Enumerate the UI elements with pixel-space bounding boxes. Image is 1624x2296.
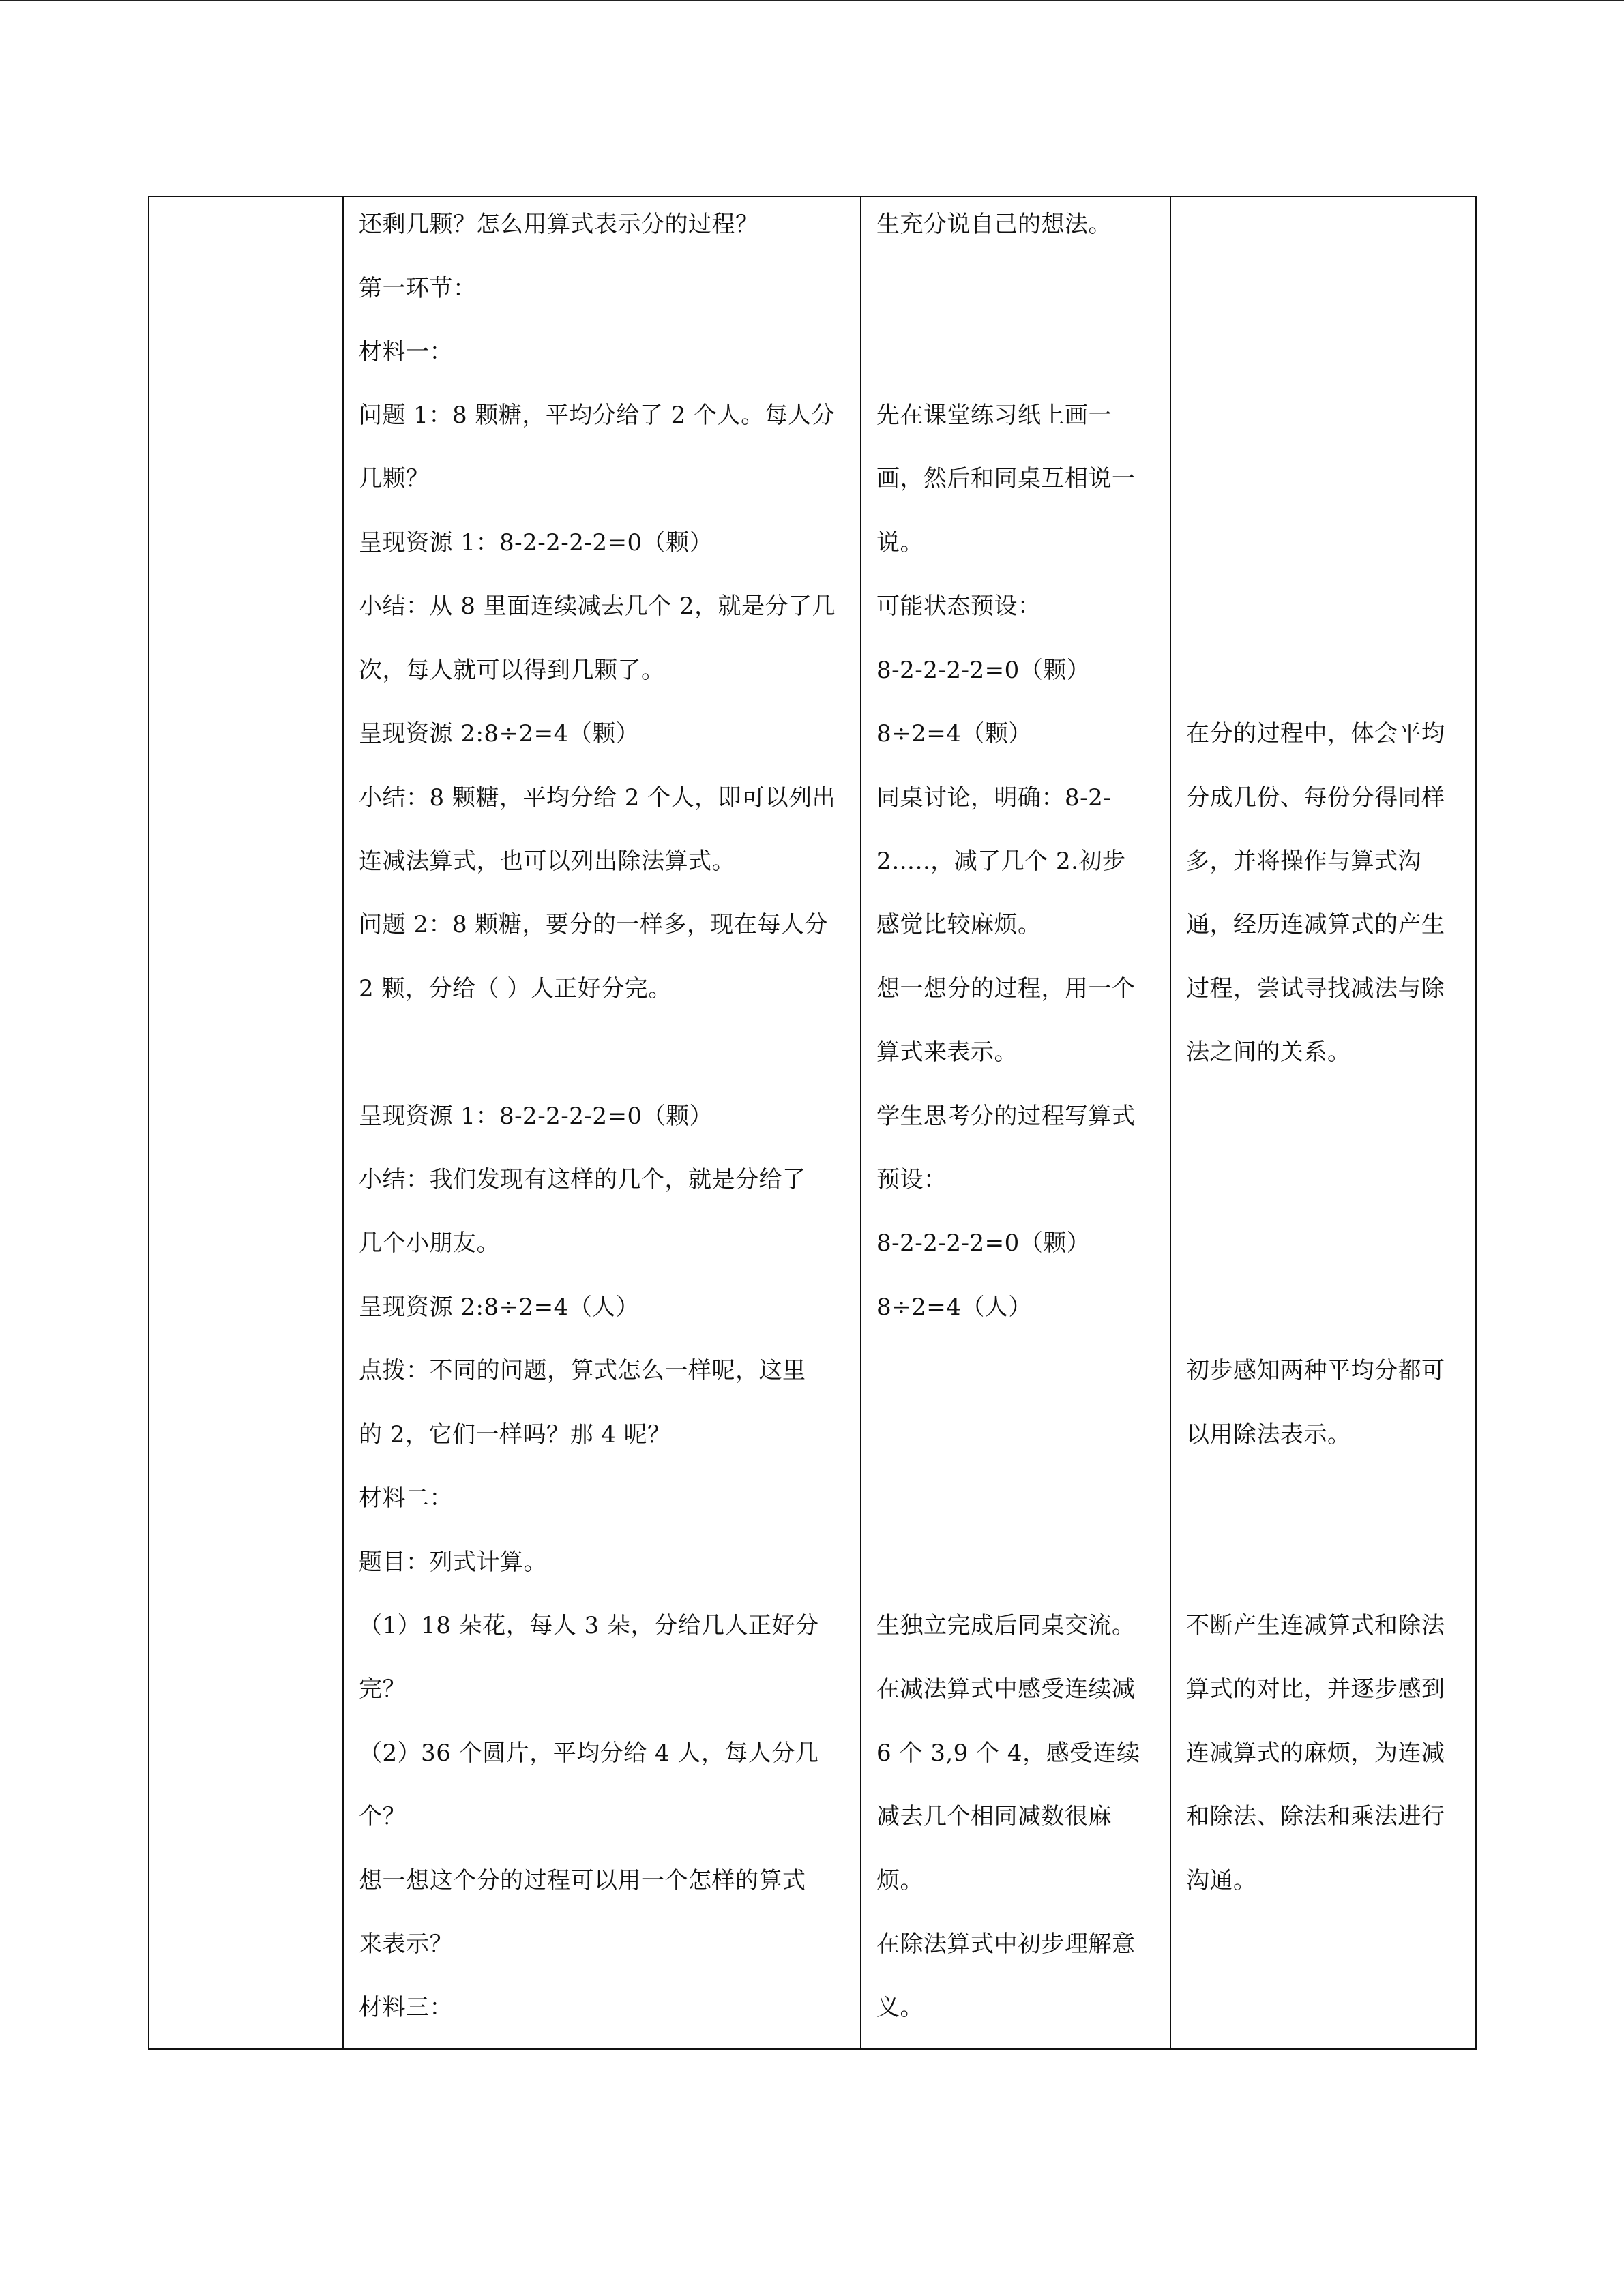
intent-line: 算式的对比，并逐步感到 bbox=[1186, 1675, 1445, 1703]
intent-line: 在分的过程中，体会平均 bbox=[1186, 720, 1445, 747]
teaching-line: 材料三： bbox=[359, 1994, 453, 2021]
student-line: 烦。 bbox=[876, 1867, 924, 1894]
student-line: 在减法算式中感受连续减 bbox=[876, 1675, 1136, 1703]
teaching-line: 材料二： bbox=[359, 1485, 453, 1512]
student-line: 8÷2=4（颗） bbox=[876, 720, 1032, 747]
page-top-border bbox=[0, 0, 1624, 1]
teaching-activity-cell bbox=[343, 196, 861, 2049]
teaching-line: 呈现资源 2:8÷2=4（颗） bbox=[359, 720, 640, 747]
student-line: 算式来表示。 bbox=[876, 1039, 1018, 1066]
student-line: 先在课堂练习纸上画一 bbox=[876, 402, 1112, 429]
student-line: 2…..，减了几个 2.初步 bbox=[876, 848, 1126, 875]
student-line: 8÷2=4（人） bbox=[876, 1294, 1032, 1321]
student-line: 说。 bbox=[876, 529, 924, 556]
teaching-line: 连减法算式，也可以列出除法算式。 bbox=[359, 848, 735, 875]
teaching-line: 来表示？ bbox=[359, 1930, 453, 1958]
teaching-line: （1）18 朵花，每人 3 朵，分给几人正好分 bbox=[359, 1612, 819, 1639]
teaching-line: 点拨：不同的问题，算式怎么一样呢，这里 bbox=[359, 1357, 806, 1384]
teaching-line: 问题 1：8 颗糖，平均分给了 2 个人。每人分 bbox=[359, 402, 836, 429]
student-line: 生充分说自己的想法。 bbox=[876, 211, 1112, 238]
teaching-line: 呈现资源 1：8-2-2-2-2=0（颗） bbox=[359, 1103, 713, 1130]
teaching-line: 还剩几颗？怎么用算式表示分的过程？ bbox=[359, 211, 759, 238]
teaching-line: 问题 2：8 颗糖，要分的一样多，现在每人分 bbox=[359, 911, 828, 938]
student-line: 减去几个相同减数很麻 bbox=[876, 1803, 1112, 1830]
teaching-line: 几颗？ bbox=[359, 465, 430, 492]
intent-line: 以用除法表示。 bbox=[1186, 1421, 1351, 1448]
student-line: 同桌讨论，明确：8-2- bbox=[876, 784, 1112, 811]
intent-line: 通，经历连减算式的产生 bbox=[1186, 911, 1445, 938]
stage-cell bbox=[149, 196, 343, 2049]
teaching-line: 材料一： bbox=[359, 338, 453, 366]
intent-line: 初步感知两种平均分都可 bbox=[1186, 1357, 1445, 1384]
table-row bbox=[149, 196, 1476, 2049]
teaching-line: 呈现资源 2:8÷2=4（人） bbox=[359, 1294, 640, 1321]
teaching-line: 呈现资源 1：8-2-2-2-2=0（颗） bbox=[359, 529, 713, 556]
teaching-line: 题目：列式计算。 bbox=[359, 1549, 547, 1576]
teaching-line: 小结：我们发现有这样的几个，就是分给了 bbox=[359, 1166, 806, 1193]
teaching-line: （2）36 个圆片，平均分给 4 人，每人分几 bbox=[359, 1740, 819, 1767]
intent-line: 和除法、除法和乘法进行 bbox=[1186, 1803, 1445, 1830]
teaching-line: 小结：从 8 里面连续减去几个 2，就是分了几 bbox=[359, 593, 836, 620]
teaching-line: 2 颗，分给（ ）人正好分完。 bbox=[359, 975, 672, 1002]
teaching-line: 的 2，它们一样吗？那 4 呢？ bbox=[359, 1421, 671, 1448]
student-line: 8-2-2-2-2=0（颗） bbox=[876, 657, 1091, 684]
student-line: 义。 bbox=[876, 1994, 924, 2021]
student-line: 6 个 3,9 个 4，感受连续 bbox=[876, 1740, 1140, 1767]
intent-line: 沟通。 bbox=[1186, 1867, 1257, 1894]
student-line: 8-2-2-2-2=0（颗） bbox=[876, 1229, 1091, 1257]
student-line: 在除法算式中初步理解意 bbox=[876, 1930, 1136, 1958]
student-line: 预设： bbox=[876, 1166, 947, 1193]
intent-line: 过程，尝试寻找减法与除 bbox=[1186, 975, 1445, 1002]
teaching-line: 小结：8 颗糖，平均分给 2 个人，即可以列出 bbox=[359, 784, 836, 811]
student-line: 想一想分的过程，用一个 bbox=[876, 975, 1136, 1002]
teaching-line: 几个小朋友。 bbox=[359, 1229, 500, 1257]
teaching-line: 第一环节： bbox=[359, 275, 477, 302]
intent-line: 不断产生连减算式和除法 bbox=[1186, 1612, 1445, 1639]
lesson-plan-table bbox=[148, 196, 1477, 2050]
intent-line: 分成几份、每份分得同样 bbox=[1186, 784, 1445, 811]
student-line: 可能状态预设： bbox=[876, 593, 1042, 620]
intent-line: 多，并将操作与算式沟 bbox=[1186, 848, 1421, 875]
teaching-line: 想一想这个分的过程可以用一个怎样的算式 bbox=[359, 1867, 806, 1894]
student-line: 感觉比较麻烦。 bbox=[876, 911, 1042, 938]
teaching-line: 个？ bbox=[359, 1803, 406, 1830]
student-line: 生独立完成后同桌交流。 bbox=[876, 1612, 1136, 1639]
teaching-line: 次，每人就可以得到几颗了。 bbox=[359, 657, 665, 684]
intent-line: 法之间的关系。 bbox=[1186, 1039, 1351, 1066]
student-line: 学生思考分的过程写算式 bbox=[876, 1103, 1136, 1130]
teaching-line: 完？ bbox=[359, 1675, 406, 1703]
design-intent-cell bbox=[1170, 196, 1476, 2049]
student-activity-cell bbox=[861, 196, 1170, 2049]
intent-line: 连减算式的麻烦，为连减 bbox=[1186, 1740, 1445, 1767]
student-line: 画，然后和同桌互相说一 bbox=[876, 465, 1136, 492]
